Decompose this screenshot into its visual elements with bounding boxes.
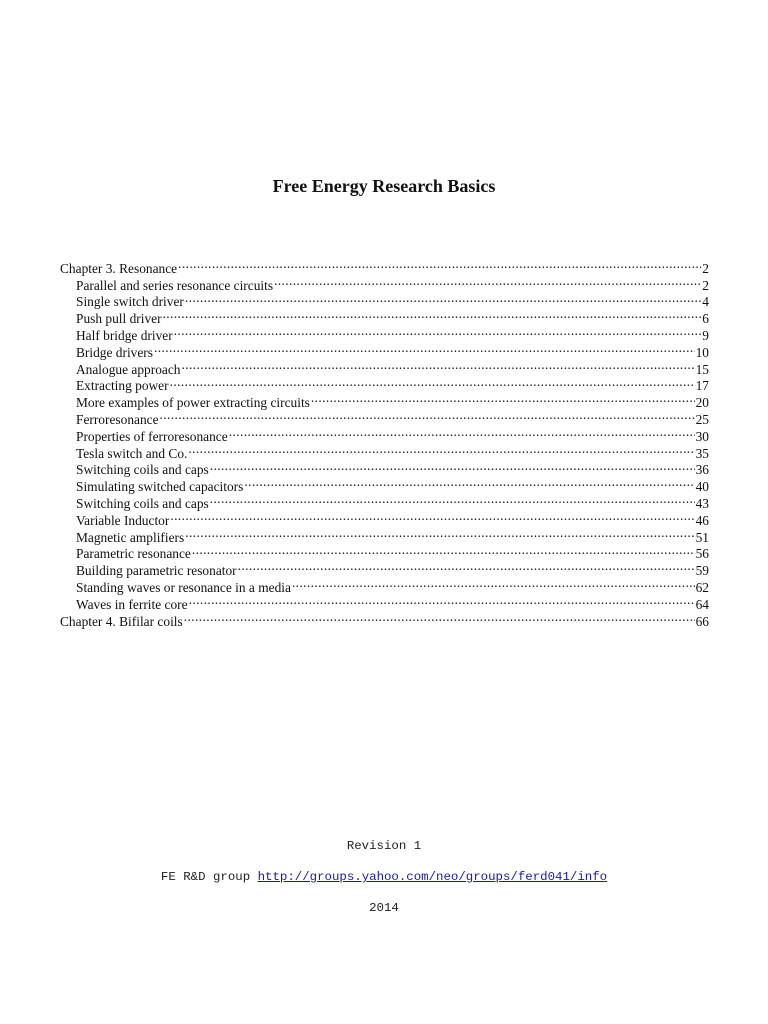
toc-entry-label: Waves in ferrite core (76, 596, 188, 612)
toc-entry[interactable] (60, 256, 709, 276)
toc-entry-label: Magnetic amplifiers (76, 529, 185, 545)
toc-entry-page-number: 64 (695, 596, 709, 612)
toc-entry-label: Switching coils and caps (76, 495, 209, 511)
group-label: FE R&D group (160, 870, 251, 884)
toc-dot-leader (185, 290, 701, 307)
toc-entry-label: Chapter 4. Bifilar coils (60, 613, 183, 629)
group-link[interactable]: http://groups.yahoo.com/neo/groups/ferd041/info (257, 870, 608, 884)
toc-dot-leader (184, 609, 695, 626)
toc-entry-page-number: 2 (702, 260, 709, 276)
toc-dot-leader (311, 390, 695, 407)
toc-entry-label: Variable Inductor (76, 512, 170, 528)
toc-entry-page-number: 6 (702, 311, 709, 327)
toc-entry-page-number: 2 (702, 277, 709, 293)
toc-dot-leader (163, 306, 702, 323)
toc-entry-page-number: 43 (695, 495, 709, 511)
toc-entry-page-number: 66 (695, 613, 709, 629)
toc-dot-leader (274, 273, 701, 290)
toc-entry-label: Switching coils and caps (76, 462, 209, 478)
table-of-contents (60, 256, 709, 629)
toc-dot-leader (185, 525, 694, 542)
toc-entry-label: Tesla switch and Co. (76, 445, 188, 461)
toc-entry-page-number: 35 (695, 445, 709, 461)
toc-dot-leader (189, 592, 695, 609)
toc-dot-leader (178, 256, 701, 273)
toc-entry-label: Analogue approach (76, 361, 181, 377)
toc-dot-leader (160, 407, 695, 424)
toc-entry-label: Push pull driver (76, 311, 162, 327)
toc-entry-label: Ferroresonance (76, 411, 159, 427)
toc-dot-leader (170, 508, 694, 525)
toc-entry-label: Chapter 3. Resonance (60, 260, 178, 276)
toc-dot-leader (181, 357, 694, 374)
toc-entry-label: Single switch driver (76, 294, 184, 310)
toc-entry-page-number: 36 (695, 462, 709, 478)
toc-entry-label: Simulating switched capacitors (76, 479, 244, 495)
group-info-line (0, 869, 768, 885)
toc-entry-page-number: 17 (695, 378, 709, 394)
toc-entry-page-number: 46 (695, 512, 709, 528)
toc-entry-label: Bridge drivers (76, 344, 153, 360)
toc-dot-leader (170, 374, 695, 391)
toc-entry-label: Parallel and series resonance circuits (76, 277, 274, 293)
toc-entry-page-number: 20 (695, 395, 709, 411)
toc-dot-leader (192, 542, 695, 559)
toc-dot-leader (238, 558, 695, 575)
toc-entry-page-number: 4 (702, 294, 709, 310)
toc-dot-leader (210, 458, 695, 475)
toc-entry-page-number: 25 (695, 411, 709, 427)
toc-dot-leader (188, 441, 694, 458)
toc-entry[interactable] (60, 357, 709, 377)
document-title: Free Energy Research Basics (272, 176, 496, 196)
toc-entry-page-number: 51 (695, 529, 709, 545)
toc-entry-page-number: 10 (695, 344, 709, 360)
toc-entry-label: More examples of power extracting circuits (76, 395, 310, 411)
toc-entry-label: Extracting power (76, 378, 169, 394)
toc-entry-label: Parametric resonance (76, 546, 191, 562)
toc-entry-label: Standing waves or resonance in a media (76, 579, 291, 595)
toc-entry-label: Properties of ferroresonance (76, 428, 228, 444)
toc-dot-leader (292, 575, 695, 592)
toc-entry-page-number: 59 (695, 563, 709, 579)
toc-entry-page-number: 15 (695, 361, 709, 377)
publication-year: 2014 (369, 901, 399, 915)
toc-dot-leader (154, 340, 695, 357)
toc-entry-page-number: 40 (695, 479, 709, 495)
revision-label: Revision 1 (346, 839, 422, 853)
toc-entry-page-number: 62 (695, 579, 709, 595)
toc-dot-leader (210, 491, 695, 508)
toc-entry-page-number: 30 (695, 428, 709, 444)
toc-entry[interactable] (60, 340, 709, 360)
toc-dot-leader (174, 323, 702, 340)
toc-dot-leader (244, 474, 694, 491)
toc-entry-page-number: 9 (702, 327, 709, 343)
toc-entry-label: Half bridge driver (76, 327, 173, 343)
toc-entry-page-number: 56 (695, 546, 709, 562)
toc-dot-leader (229, 424, 695, 441)
toc-entry-label: Building parametric resonator (76, 563, 237, 579)
